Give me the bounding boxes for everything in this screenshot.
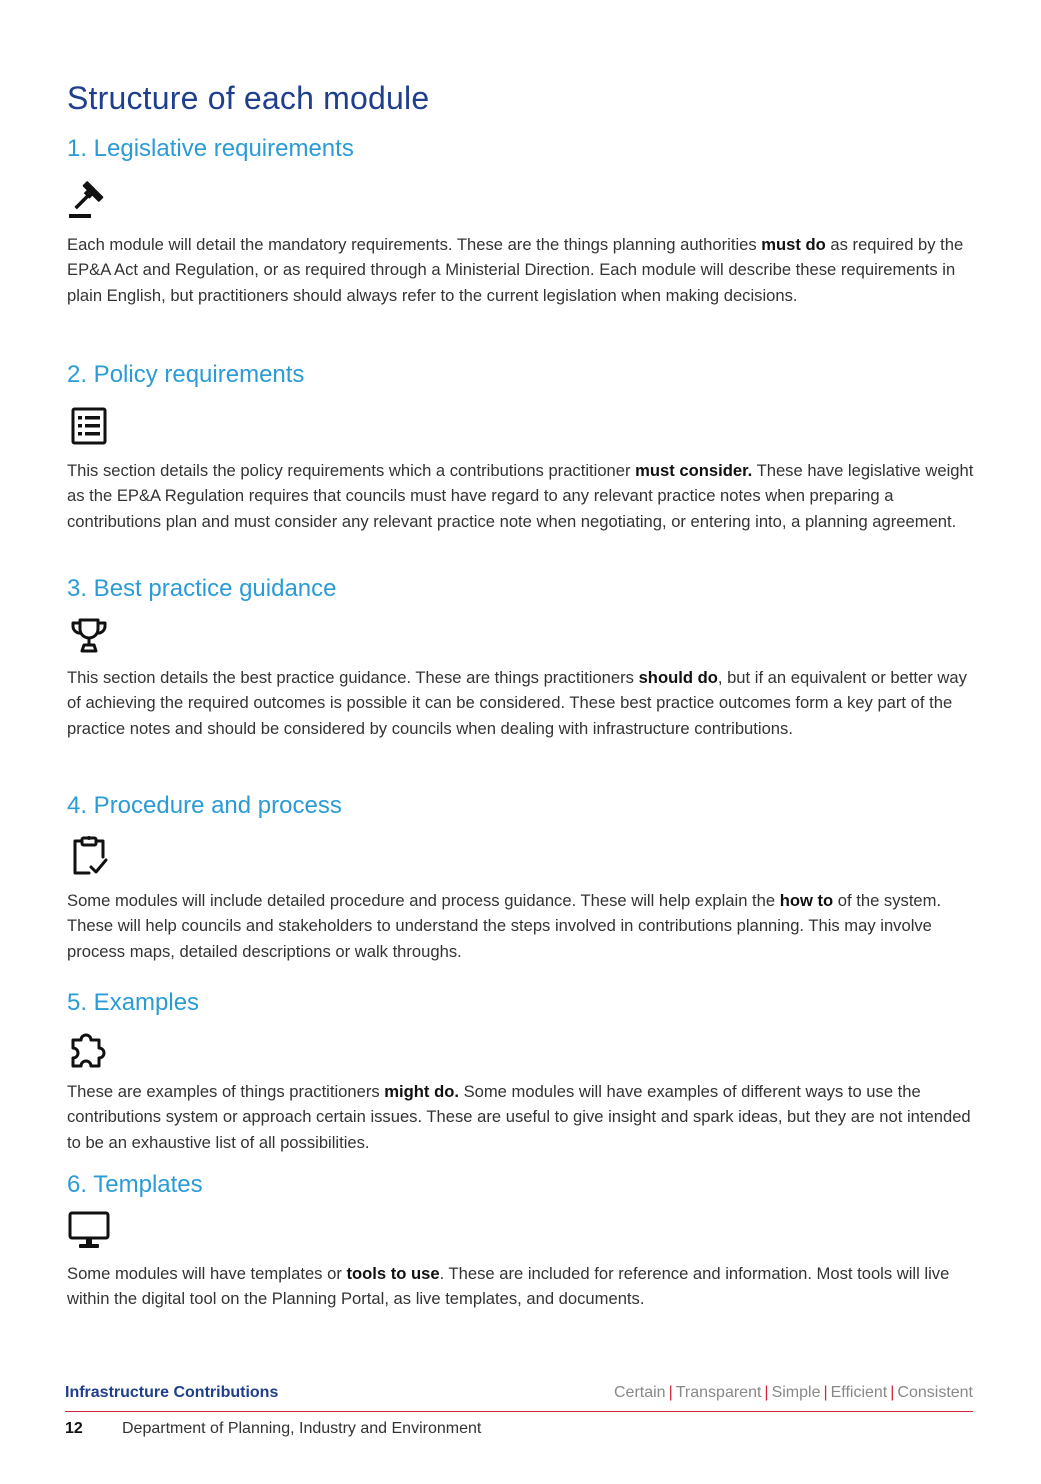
section-heading: 6. Templates: [67, 1171, 203, 1198]
separator: |: [668, 1384, 673, 1401]
section-body: This section details the best practice guidance. These are things practitioners should do, but if an equivalent or better way of achieving the required outcomes is possible it can be considered. These best practice outcomes form a key part of the practice notes and should be considered by councils when dealing with infrastructure contributions.: [67, 668, 967, 738]
emphasis-text: must do: [761, 235, 826, 254]
emphasis-text: tools to use: [346, 1264, 440, 1283]
department-name: Department of Planning, Industry and Environment: [122, 1420, 482, 1437]
footer-divider: [65, 1411, 973, 1412]
value-certain: Certain: [614, 1384, 666, 1401]
section-body: Some modules will include detailed procedure and process guidance. These will help explain the how to of the system. These will help councils and stakeholders to understand the steps involved in contributions planning. This may involve process maps, detailed descriptions or walk throughs.: [67, 891, 942, 961]
desktop-monitor-icon: [67, 1208, 111, 1252]
emphasis-text: how to: [779, 891, 834, 910]
separator: |: [823, 1384, 828, 1401]
emphasis-text: should do: [638, 668, 718, 687]
emphasis-text: must consider.: [635, 461, 753, 480]
separator: |: [764, 1384, 769, 1401]
trophy-icon: [67, 614, 111, 658]
section-body: This section details the policy requirements which a contributions practitioner must consider. These have legislative weight as the EP&A Regulation requires that councils must have regard to any relevant practice notes when preparing a contributions plan and must consider any relevant practice note when negotiating, or entering into, a planning agreement.: [67, 461, 974, 531]
section-body: Some modules will have templates or tools to use. These are included for reference and information. Most tools will live within the digital tool on the Planning Portal, as live templates, and documents.: [67, 1264, 950, 1309]
value-simple: Simple: [771, 1384, 821, 1401]
value-consistent: Consistent: [897, 1384, 973, 1401]
clipboard-check-icon: [67, 833, 111, 877]
gavel-icon: [67, 178, 111, 222]
value-efficient: Efficient: [830, 1384, 888, 1401]
section-procedure-and-process: [67, 791, 975, 961]
list-document-icon: [67, 404, 111, 448]
emphasis-text: might do.: [384, 1082, 459, 1101]
page-title: Structure of each module: [67, 80, 430, 116]
section-templates: [67, 1170, 975, 1309]
page-number: 12: [65, 1420, 83, 1437]
section-heading: 2. Policy requirements: [67, 361, 305, 388]
section-heading: 3. Best practice guidance: [67, 575, 337, 602]
section-heading: 4. Procedure and process: [67, 792, 342, 819]
section-heading: 5. Examples: [67, 989, 200, 1016]
value-transparent: Transparent: [675, 1384, 762, 1401]
section-body: These are examples of things practitioners might do. Some modules will have examples of different ways to use the contributions system or approach certain issues. These are useful to give insight and spark ideas, but they are not intended to be an exhaustive list of all possibilities.: [67, 1082, 971, 1152]
section-best-practice-guidance: [67, 574, 975, 738]
section-policy-requirements: [67, 360, 975, 531]
section-body: Each module will detail the mandatory requirements. These are the things planning authorities must do as required by the EP&A Act and Regulation, or as required through a Ministerial Direction. Each module will describe these requirements in plain English, but practitioners should always refer to the current legislation when making decisions.: [67, 235, 964, 305]
section-legislative-requirements: [67, 134, 975, 305]
separator: |: [890, 1384, 895, 1401]
section-examples: [67, 988, 975, 1152]
puzzle-piece-icon: [67, 1026, 111, 1070]
section-heading: 1. Legislative requirements: [67, 135, 354, 162]
footer-values: [614, 1384, 973, 1402]
footer-brand: Infrastructure Contributions: [65, 1384, 279, 1401]
